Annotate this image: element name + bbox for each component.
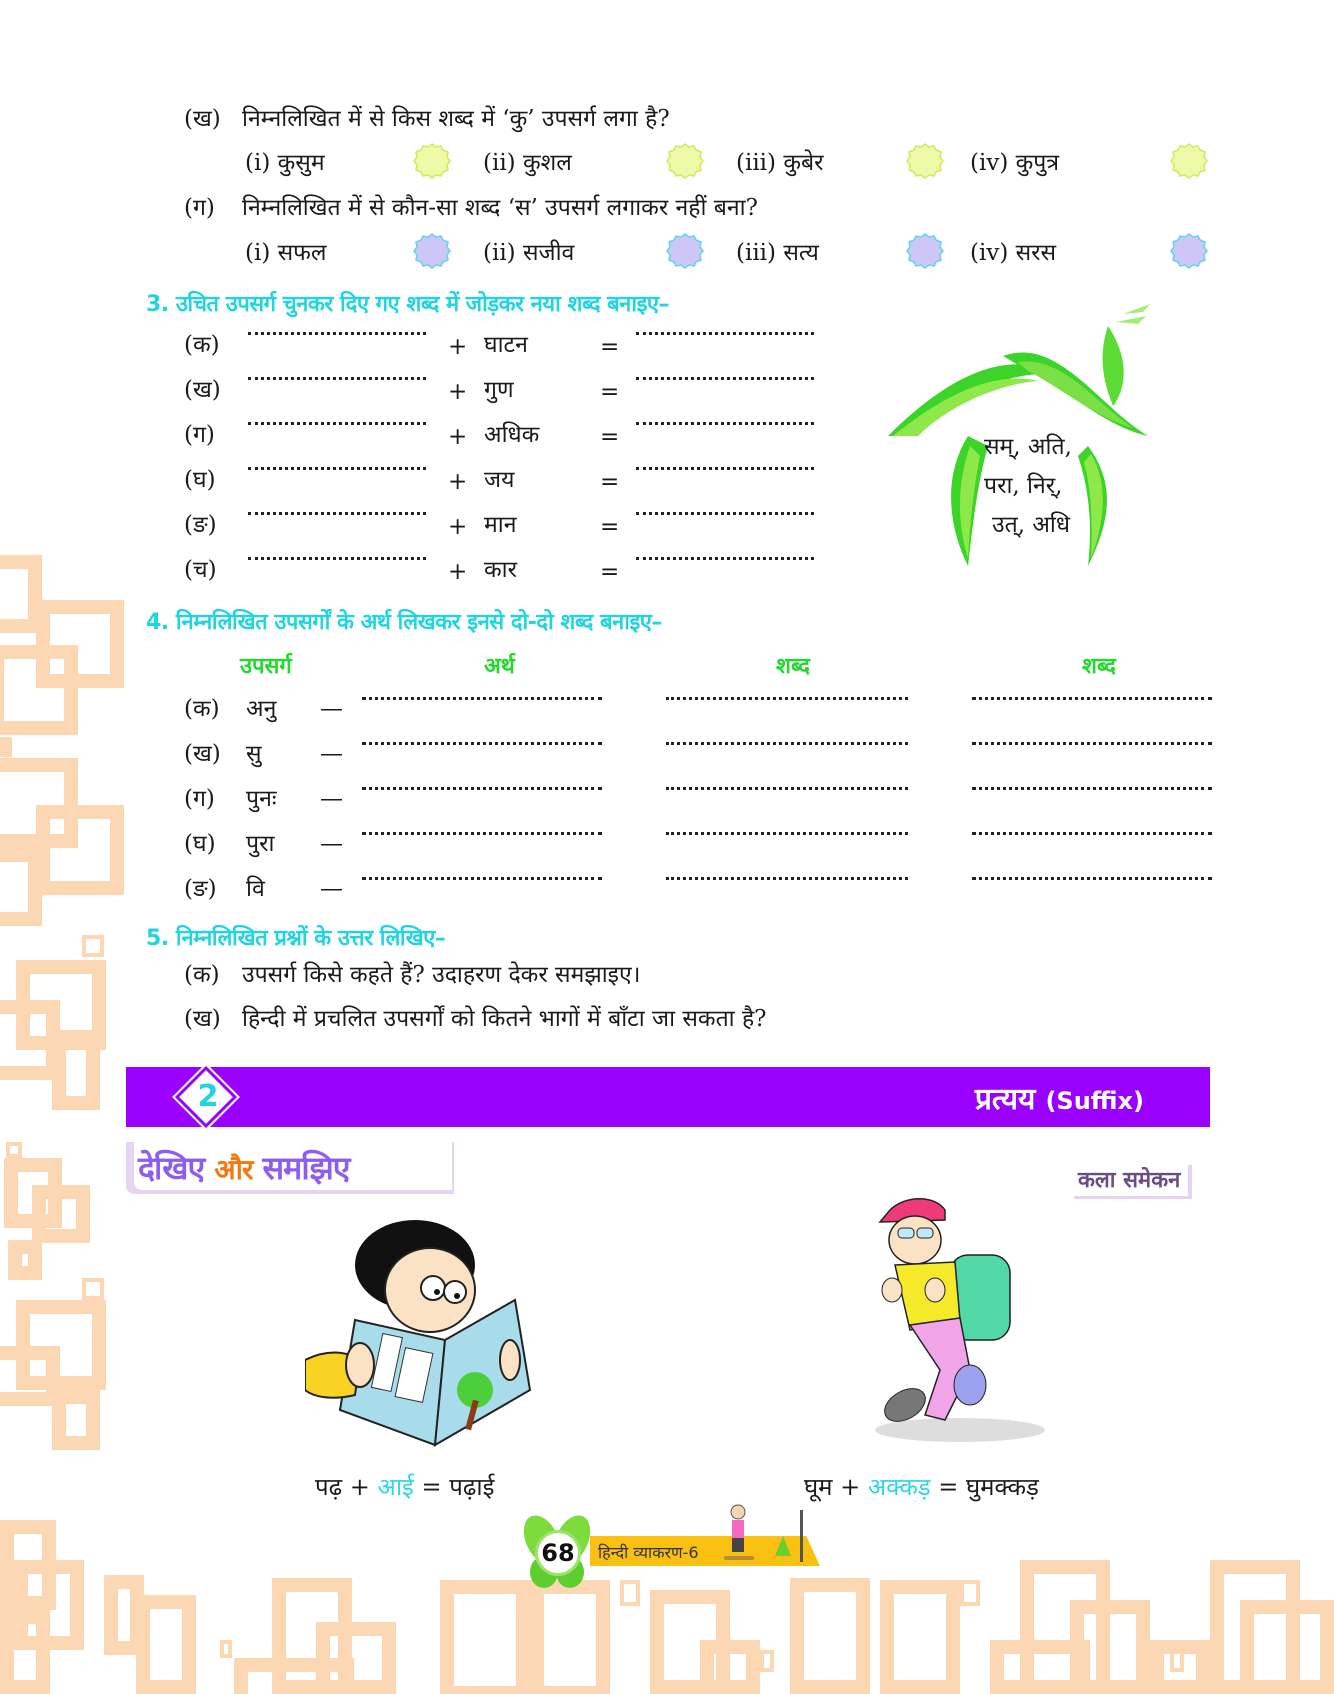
answer-marker-flower-icon[interactable] <box>904 232 946 274</box>
option-2: (ii) सजीव <box>483 240 575 266</box>
title-part: देखिए <box>138 1149 215 1187</box>
item-text: हिन्दी में प्रचलित उपसर्गों को कितने भागों में बाँटा जा सकता है? <box>242 1006 767 1032</box>
answer-marker-flower-icon[interactable] <box>904 142 946 184</box>
row-label: (ङ) <box>184 512 217 538</box>
hint-lines <box>984 428 1094 545</box>
title-part: समझिए <box>252 1149 350 1187</box>
base-word: मान <box>484 512 517 538</box>
equals-sign: = <box>600 559 620 585</box>
base-word: गुण <box>484 377 514 403</box>
row-label: (ख) <box>184 377 221 403</box>
question-heading: 4. निम्नलिखित उपसर्गों के अर्थ लिखकर इनसे दो-दो शब्द बनाइए– <box>146 610 662 635</box>
example-equation-2 <box>804 1470 1039 1503</box>
row-label: (घ) <box>184 467 216 493</box>
option-3: (iii) कुबेर <box>736 150 824 176</box>
book-title: हिन्दी व्याकरण-6 <box>598 1543 699 1562</box>
plus-sign: + <box>448 514 468 540</box>
blank-prefix[interactable] <box>248 557 426 560</box>
answer-marker-flower-icon[interactable] <box>411 142 453 184</box>
equals-sign: = <box>600 469 620 495</box>
column-header-meaning: अर्थ <box>484 654 515 679</box>
option-3: (iii) सत्य <box>736 240 819 266</box>
question-text: निम्नलिखित में से कौन-सा शब्द ‘स’ उपसर्ग लगाकर नहीं बना? <box>242 195 758 221</box>
question-label: (ग) <box>184 195 215 221</box>
plus-sign: + <box>448 334 468 360</box>
blank-word-1[interactable] <box>666 787 908 790</box>
blank-word-2[interactable] <box>972 787 1212 790</box>
prefix-hint-box <box>888 296 1158 576</box>
plus-sign: + <box>448 469 468 495</box>
plus-sign: + <box>342 1473 378 1501</box>
blank-meaning[interactable] <box>362 787 602 790</box>
blank-result[interactable] <box>636 332 814 335</box>
example-equation-1 <box>315 1470 494 1503</box>
row-label: (क) <box>184 696 220 722</box>
answer-marker-flower-icon[interactable] <box>1168 142 1210 184</box>
equals-sign: = <box>600 334 620 360</box>
skateboarder-icon <box>720 1500 810 1570</box>
blank-meaning[interactable] <box>362 697 602 700</box>
blank-result[interactable] <box>636 557 814 560</box>
option-1: (i) सफल <box>245 240 327 266</box>
blank-result[interactable] <box>636 377 814 380</box>
answer-marker-flower-icon[interactable] <box>664 142 706 184</box>
hint-line: परा, निर्, <box>984 473 1063 500</box>
question-text: निम्नलिखित में से किस शब्द में ‘कु’ उपसर्ग लगा है? <box>242 106 670 132</box>
suffix: आई <box>377 1473 414 1501</box>
blank-word-1[interactable] <box>666 697 908 700</box>
equals-sign: = <box>930 1473 966 1501</box>
answer-marker-flower-icon[interactable] <box>664 232 706 274</box>
boy-reading-illustration <box>305 1210 545 1450</box>
blank-word-2[interactable] <box>972 742 1212 745</box>
prefix-word: अनु <box>246 696 277 722</box>
prefix-word: पुनः <box>246 786 277 812</box>
hint-line: उत्, अधि <box>992 512 1071 539</box>
result-word: घुमक्कड़ <box>966 1473 1039 1501</box>
item-label: (क) <box>184 962 220 988</box>
row-label: (घ) <box>184 831 216 857</box>
question-heading: 3. उचित उपसर्ग चुनकर दिए गए शब्द में जोड़कर नया शब्द बनाइए– <box>146 292 670 317</box>
blank-meaning[interactable] <box>362 742 602 745</box>
plus-sign: + <box>832 1473 868 1501</box>
section-title <box>975 1077 1144 1118</box>
row-label: (च) <box>184 557 217 583</box>
option-4: (iv) सरस <box>970 240 1057 266</box>
column-header-word-2: शब्द <box>1082 654 1116 679</box>
blank-word-2[interactable] <box>972 877 1212 880</box>
option-2: (ii) कुशल <box>483 150 572 176</box>
question-label: (ख) <box>184 106 221 132</box>
answer-marker-flower-icon[interactable] <box>411 232 453 274</box>
prefix-word: सु <box>246 741 262 767</box>
blank-word-2[interactable] <box>972 832 1212 835</box>
blank-prefix[interactable] <box>248 512 426 515</box>
blank-word-1[interactable] <box>666 832 908 835</box>
equals-sign: = <box>600 379 620 405</box>
plus-sign: + <box>448 424 468 450</box>
option-4: (iv) कुपुत्र <box>970 150 1060 176</box>
page-number: 68 <box>535 1530 581 1576</box>
row-label: (ख) <box>184 741 221 767</box>
question-heading: 5. निम्नलिखित प्रश्नों के उत्तर लिखिए– <box>146 926 446 951</box>
blank-result[interactable] <box>636 467 814 470</box>
suffix: अक्कड़ <box>867 1473 931 1501</box>
section-title-hindi: प्रत्यय <box>974 1082 1036 1117</box>
row-label: (ङ) <box>184 876 217 902</box>
section-title-english: (Suffix) <box>1045 1087 1144 1115</box>
plus-sign: + <box>448 379 468 405</box>
blank-prefix[interactable] <box>248 467 426 470</box>
blank-prefix[interactable] <box>248 377 426 380</box>
prefix-word: पुरा <box>246 831 275 857</box>
blank-meaning[interactable] <box>362 832 602 835</box>
base-word: घाटन <box>484 332 528 358</box>
base-word: कार <box>484 557 518 583</box>
blank-meaning[interactable] <box>362 877 602 880</box>
title-part-connector: और <box>214 1153 253 1186</box>
item-text: उपसर्ग किसे कहते हैं? उदाहरण देकर समझाइए। <box>242 962 641 988</box>
row-label: (ग) <box>184 422 215 448</box>
blank-word-2[interactable] <box>972 697 1212 700</box>
base-word: घूम <box>804 1473 833 1501</box>
result-word: पढ़ाई <box>449 1473 495 1501</box>
dash: — <box>320 741 343 767</box>
equals-sign: = <box>600 424 620 450</box>
dash: — <box>320 786 343 812</box>
blank-word-1[interactable] <box>666 742 908 745</box>
blank-prefix[interactable] <box>248 422 426 425</box>
row-label: (ग) <box>184 786 215 812</box>
blank-prefix[interactable] <box>248 332 426 335</box>
dash: — <box>320 831 343 857</box>
column-header-word-1: शब्द <box>776 654 810 679</box>
base-word: अधिक <box>484 422 540 448</box>
dash: — <box>320 876 343 902</box>
equals-sign: = <box>600 514 620 540</box>
prefix-word: वि <box>246 876 265 902</box>
base-word: पढ़ <box>315 1473 343 1501</box>
option-1: (i) कुसुम <box>245 150 325 176</box>
plus-sign: + <box>448 559 468 585</box>
hint-line: सम्, अति, <box>984 434 1072 460</box>
blank-word-1[interactable] <box>666 877 908 880</box>
equals-sign: = <box>413 1473 450 1501</box>
dash: — <box>320 696 343 722</box>
answer-marker-flower-icon[interactable] <box>1168 232 1210 274</box>
base-word: जय <box>484 467 515 493</box>
column-header-prefix: उपसर्ग <box>240 654 292 679</box>
art-integration-tag: कला समेकन <box>1070 1162 1188 1196</box>
hiker-illustration <box>850 1190 1050 1450</box>
item-label: (ख) <box>184 1006 221 1032</box>
section-number: 2 <box>197 1079 219 1114</box>
see-understand-title <box>138 1146 350 1189</box>
blank-result[interactable] <box>636 512 814 515</box>
blank-result[interactable] <box>636 422 814 425</box>
row-label: (क) <box>184 332 220 358</box>
